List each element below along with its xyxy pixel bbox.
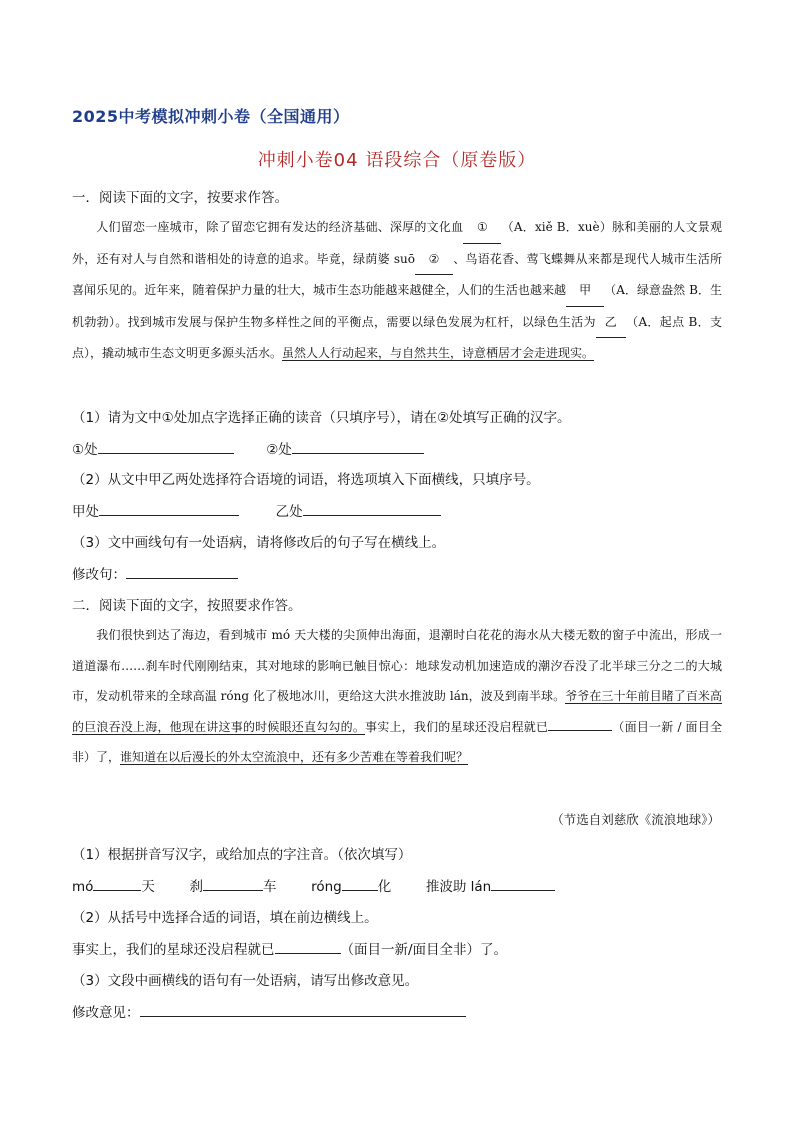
section-1-heading: 一．阅读下面的文字，按要求作答。	[72, 190, 288, 206]
exam-series-header: 2025中考模拟冲刺小卷（全国通用）	[72, 107, 350, 126]
underlined-sentence-question: 谁知道在以后漫长的外太空流浪中，还有多少苦难在等着我们呢？	[120, 750, 469, 764]
answer-blank-idiom[interactable]	[275, 939, 341, 954]
answer-blank-rong[interactable]	[342, 876, 378, 891]
s2-answer-2-row: 事实上，我们的星球还没启程就已 （面目一新/面目全非）了。	[72, 938, 507, 958]
s2-question-1: （1）根据拼音写汉字，或给加点的字注音。（依次填写）	[72, 847, 412, 863]
answer-blank-cha[interactable]	[203, 876, 263, 891]
section-2-heading: 二．阅读下面的文字，按照要求作答。	[72, 598, 302, 614]
blank-yi: 乙	[596, 307, 626, 339]
underlined-sentence: 虽然人人行动起来，与自然共生，诗意栖居才会走进现实。	[282, 346, 595, 360]
s1-answer-3-row: 修改句：	[72, 563, 238, 583]
blank-1: ①	[463, 212, 501, 244]
s2-question-3: （3）文段中画横线的语句有一处语病，请写出修改意见。	[72, 973, 419, 989]
s1-answer-2-row: 甲处 乙处	[72, 500, 441, 520]
s2-answer-1-row: mó 天 刹 车 róng 化 推波助 lán	[72, 875, 555, 895]
passage-source: （节选自刘慈欣《流浪地球》）	[551, 812, 720, 827]
s1-question-2: （2）从文中甲乙两处选择符合语境的词语，将选项填入下面横线，只填序号。	[72, 472, 540, 488]
section-2-passage: 我们很快到达了海边，看到城市 mó 天大楼的尖顶伸出海面，退潮时白花花的海水从大楼无数的窗子中流出，形成一道道瀑布……刹车时代刚刚结束，其对地球的影响已触目惊心：地球发动机加速造成的潮汐吞没了北半球三分之二的大城市，发动机带来的全球高温 róng 化了极地冰川，更给这大洪水推波助 lán，波及到南半球。爷爷在三十年前目睹了百米高的巨浪吞没上海，他现在讲这事的时候眼还直勾勾的。事实上，我们的星球还没启程就已 （面目一新 / 面目全非）了，谁知道在以后漫长的外太空流浪中，还有多少苦难在等着我们呢？	[72, 628, 722, 764]
answer-blank-yi[interactable]	[303, 501, 441, 516]
answer-blank-1[interactable]	[98, 439, 234, 454]
page-title: 冲刺小卷04 语段综合（原卷版）	[257, 150, 537, 171]
answer-blank-revision[interactable]	[126, 564, 238, 579]
s1-answer-1-row: ①处 ②处	[72, 438, 424, 458]
answer-blank-2[interactable]	[292, 439, 424, 454]
blank-idiom	[548, 730, 612, 731]
answer-blank-suggestion[interactable]	[140, 1002, 466, 1017]
s1-question-3: （3）文中画线句有一处语病，请将修改后的句子写在横线上。	[72, 535, 446, 551]
answer-blank-mo[interactable]	[93, 876, 141, 891]
answer-blank-jia[interactable]	[99, 501, 239, 516]
answer-blank-lan[interactable]	[491, 876, 555, 891]
underlined-sentence-grandpa: 爷爷在三十年前目睹了百米高的巨浪吞没上海，他现在讲这事的时候眼还直勾勾的。	[72, 689, 722, 734]
blank-2: ②	[415, 244, 453, 276]
s2-answer-3-row: 修改意见：	[72, 1001, 466, 1021]
s2-question-2: （2）从括号中选择合适的词语，填在前边横线上。	[72, 910, 378, 926]
blank-jia: 甲	[566, 275, 604, 307]
s1-question-1: （1）请为文中①处加点字选择正确的读音（只填序号），请在②处填写正确的汉字。	[72, 410, 571, 426]
section-1-passage: 人们留恋一座城市，除了留恋它拥有发达的经济基础、深厚的文化血 ① （A．xiě B．xuè）脉和美丽的人文景观外，还有对人与自然和谐相处的诗意的追求。毕竟，绿荫婆 suō ② 、鸟语花香、莺飞蝶舞从来都是现代人城市生活所喜闻乐见的。近年来，随着保护力量的壮大，城市生态功能越来越健全，人们的生活也越来越 甲 （A．绿意盎然 B．生机勃勃）。找到城市发展与保护生物多样性之间的平衡点，需要以绿色发展为杠杆，以绿色生活为 乙 （A．起点 B．支点），撬动城市生态文明更多源头活水。虽然人人行动起来，与自然共生，诗意栖居才会走进现实。	[72, 212, 722, 369]
